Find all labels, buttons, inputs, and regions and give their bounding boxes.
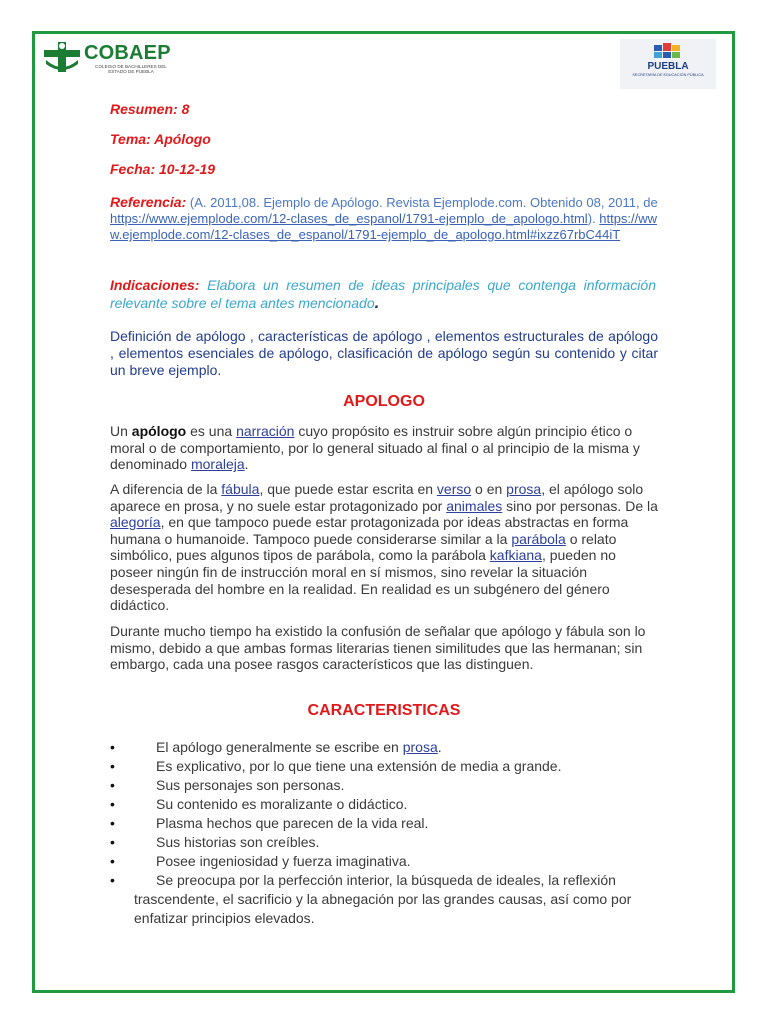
text: Un [110,423,132,439]
caracteristicas-list [110,738,670,928]
link-verso[interactable]: verso [436,481,472,497]
link-kafkiana[interactable]: kafkiana [489,547,542,564]
link-narracion[interactable]: narración [236,423,295,439]
text: . [437,739,442,755]
referencia-link-2[interactable]: https://www.ejemplode.com/12-clases_de_espanol/1791-ejemplo_de_apologo.html#ixzz67rbC44iT [110,211,658,242]
cobaep-subtitle: COLEGIO DE BACHILLERES DEL ESTADO DE PUEBLA [95,64,167,74]
indicaciones-text: Elabora un resumen de ideas principales que contenga información relevante sobre el tema antes mencionado [110,277,656,311]
text: Es explicativo, por lo que tiene una extensión de media a grande. [156,758,562,774]
tema-line: Tema: Apólogo [110,131,211,147]
text: El apólogo generalmente se escribe en [156,739,403,755]
referencia-text: (A. 2011,08. Ejemplo de Apólogo. Revista Ejemplode.com. Obtenido 08, 2011, de [186,195,658,210]
list-item [110,871,670,928]
link-prosa[interactable]: prosa [402,739,438,755]
text: , el apólogo solo aparece en prosa, y no suele estar protagonizado por [110,481,644,514]
text: Sus personajes son personas. [156,777,345,793]
indicaciones-label: Indicaciones: [110,277,200,293]
list-item [110,852,670,871]
definicion-paragraph: Definición de apólogo , características de apólogo , elementos estructurales de apólogo , elementos esenciales de apólogo, clasificación de apólogo según su contenido y citar un breve ejemplo. [110,328,658,378]
text: o en [471,481,507,497]
cobaep-logo [42,40,171,80]
list-item [110,833,670,852]
link-alegoria[interactable]: alegoría [110,514,161,531]
puebla-subtitle: SECRETARÍA DE EDUCACIÓN PÚBLICA [632,73,704,77]
link-animales[interactable]: animales [446,497,503,514]
resumen-line: Resumen: 8 [110,101,190,117]
text: . [244,456,249,473]
referencia-text-2: ). [587,211,600,226]
cobaep-emblem-icon [42,40,82,74]
text: Se preocupa por la perfección interior, la búsqueda de ideales, la reflexión trascendente, el sacrificio y la abnegación por las grandes causas, así como por enfatizar principios elevados. [134,872,632,926]
bullet: • [110,853,115,869]
indicaciones-dot: . [374,293,380,312]
referencia-block [110,194,658,243]
text: , en que tampoco puede estar protagonizada por ideas abstractas en forma humana o humanoide. Tampoco puede considerarse similar a la [110,514,629,547]
text: A diferencia de la [110,481,222,497]
text: cuyo propósito es instruir sobre algún principio ético o moral o de comportamiento, por lo general situado al final o al principio de la misma y denominado [110,423,640,473]
bullet: • [110,777,115,793]
text: o relato simbólico, pues algunos tipos de parábola, como la parábola [110,530,617,564]
fecha-line: Fecha: 10-12-19 [110,161,216,177]
list-item [110,776,670,795]
indicaciones-block [110,276,656,312]
apologo-paragraph-1 [110,423,658,473]
list-item [110,738,670,757]
link-prosa[interactable]: prosa [506,481,542,497]
puebla-logo [620,39,716,89]
bullet: • [110,872,115,888]
text: , pueden no poseer ningún fin de instrucción moral en sí mismos, sino revelar la situación desesperada del hombre en la realidad. En realidad es un subgénero del género didáctico. [110,547,616,614]
referencia-link-1[interactable]: https://www.ejemplode.com/12-clases_de_espanol/1791-ejemplo_de_apologo.html [110,211,588,226]
link-moraleja[interactable]: moraleja [190,456,245,473]
text: es una [186,423,237,439]
apologo-paragraph-2 [110,481,658,614]
list-item [110,795,670,814]
bullet: • [110,739,115,755]
text: Su contenido es moralizante o didáctico. [156,796,408,812]
bullet: • [110,796,115,812]
bullet: • [110,834,115,850]
puebla-name: PUEBLA [647,61,689,72]
apologo-paragraph-3: Durante mucho tiempo ha existido la confusión de señalar que apólogo y fábula son lo mismo, debido a que ambas formas literarias tienen similitudes que las hermanan; sin embargo, cada una posee rasgos característicos que las distinguen. [110,623,646,673]
link-fabula[interactable]: fábula [221,481,260,497]
bullet: • [110,758,115,774]
list-item [110,757,670,776]
puebla-emblem-icon [654,43,682,59]
link-parabola[interactable]: parábola [511,530,566,547]
apologo-heading: APOLOGO [343,393,425,410]
list-item [110,814,670,833]
text: , que puede estar escrita en [259,481,437,497]
cobaep-name: COBAEP [84,42,171,64]
text: Plasma hechos que parecen de la vida real. [156,815,429,831]
referencia-label: Referencia: [110,194,187,210]
text: Posee ingeniosidad y fuerza imaginativa. [156,853,411,869]
text: sino por personas. De la [502,497,658,514]
apologo-bold: apólogo [131,423,187,439]
caracteristicas-heading: CARACTERISTICAS [307,702,461,719]
bullet: • [110,815,115,831]
text: Sus historias son creíbles. [156,834,320,850]
